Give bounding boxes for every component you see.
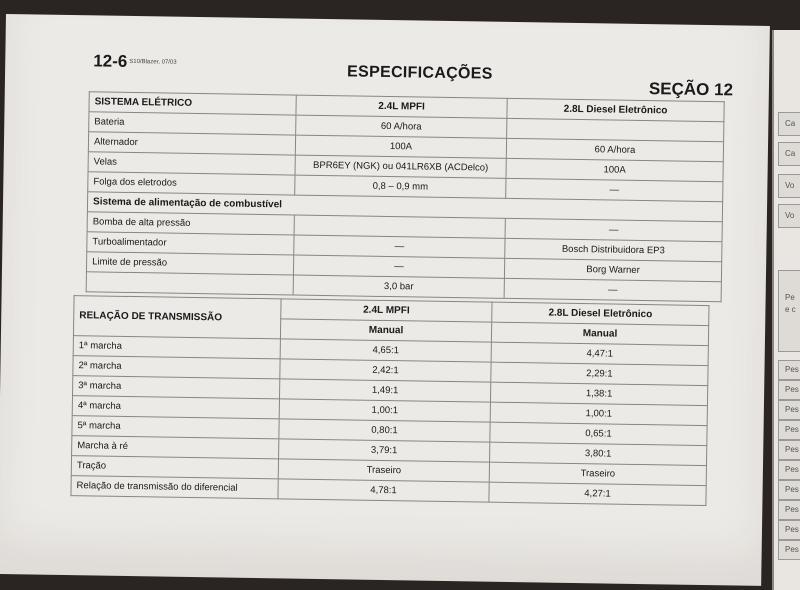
cell-value: — [504,278,721,301]
cell-value: Traseiro [489,462,706,485]
page-number: 12-6 [93,51,128,71]
adjacent-cell [778,174,800,198]
row-label: Folga dos eletrodos [88,172,295,195]
cell-value: 60 A/hora [296,115,507,138]
cell-value: Traseiro [278,459,489,482]
adjacent-text: Pes [785,465,799,474]
row-label: Tração [71,456,278,479]
col-header-24: 2.4L MPFI [296,95,507,118]
cell-value: Bosch Distribuidora EP3 [505,238,722,261]
fuel-system-heading: Sistema de alimentação de combustível [87,192,722,222]
adjacent-text: Vo [785,181,795,190]
adjacent-text: Pes [785,445,799,454]
row-label [86,272,293,295]
adjacent-text: Pes [785,485,799,494]
cell-value: — [506,178,723,201]
adjacent-text: Pes [785,365,799,374]
manual-page [0,14,770,586]
electrical-heading: SISTEMA ELÉTRICO [89,92,296,115]
cell-value: 60 A/hora [506,138,723,161]
adjacent-cell [778,380,800,400]
row-label: 4ª marcha [72,396,279,419]
adjacent-text: Pe [785,293,795,302]
doc-reference: S10/Blazer, 07/03 [129,58,177,66]
row-label: 2ª marcha [73,356,280,379]
cell-value: 100A [295,135,506,158]
cell-value: 4,47:1 [491,342,708,365]
cell-value: — [293,255,504,278]
cell-value: 4,27:1 [489,482,706,505]
cell-value: 2,29:1 [491,362,708,385]
adjacent-text: Pes [785,385,799,394]
sub-header-manual: Manual [280,319,491,342]
cell-value: BPR6EY (NGK) ou 041LR6XB (ACDelco) [295,155,506,178]
row-label: Bateria [89,112,296,135]
adjacent-text: Ca [785,119,796,128]
cell-value: 0,65:1 [490,422,707,445]
adjacent-cell [778,142,800,166]
adjacent-cell [778,440,800,460]
adjacent-text: Pes [785,425,799,434]
adjacent-cell [778,360,800,380]
adjacent-cell [778,270,800,352]
electrical-table [86,91,725,302]
cell-value: 0,8 – 0,9 mm [295,175,506,198]
adjacent-cell [778,480,800,500]
row-label: Turboalimentador [87,232,294,255]
adjacent-text: Ca [785,149,796,158]
page-title: ESPECIFICAÇÕES [346,63,493,83]
cell-value: 1,00:1 [490,402,707,425]
row-label: Marcha à ré [72,436,279,459]
col-header-24: 2.4L MPFI [281,299,492,322]
cell-value: 1,49:1 [279,379,490,402]
transmission-heading: RELAÇÃO DE TRANSMISSÃO [73,296,281,339]
row-label: Limite de pressão [86,252,293,275]
section-label: SEÇÃO 12 [648,79,734,100]
row-label: Velas [88,152,295,175]
adjacent-cell [778,204,800,228]
adjacent-text: Pes [785,505,799,514]
adjacent-cell [778,520,800,540]
cell-value: 3,79:1 [279,439,490,462]
adjacent-page-edge [772,30,800,590]
cell-value: 3,80:1 [490,442,707,465]
adjacent-cell [778,420,800,440]
adjacent-text: Vo [785,211,795,220]
cell-value: — [505,218,722,241]
adjacent-text: Pes [785,405,799,414]
col-header-28: 2.8L Diesel Eletrônico [492,302,709,325]
row-label: Bomba de alta pressão [87,212,294,235]
cell-value: 4,78:1 [278,479,489,502]
adjacent-cell [778,460,800,480]
row-label: Alternador [88,132,295,155]
cell-value: 4,65:1 [280,339,491,362]
row-label: 5ª marcha [72,416,279,439]
cell-value: 0,80:1 [279,419,490,442]
cell-value: — [294,235,505,258]
col-header-28: 2.8L Diesel Eletrônico [507,98,724,121]
adjacent-text: e c [785,305,796,314]
adjacent-text: Pes [785,545,799,554]
adjacent-cell [778,540,800,560]
row-label: 1ª marcha [73,336,280,359]
cell-value: 2,42:1 [280,359,491,382]
cell-value: 1,38:1 [490,382,707,405]
adjacent-text: Pes [785,525,799,534]
row-label: 3ª marcha [73,376,280,399]
transmission-table [70,295,709,506]
cell-value: 100A [506,158,723,181]
sub-header-manual: Manual [491,322,708,345]
adjacent-cell [778,500,800,520]
adjacent-cell [778,112,800,136]
cell-value: 1,00:1 [279,399,490,422]
row-label: Relação de transmissão do diferencial [71,476,278,499]
cell-value: Borg Warner [504,258,721,281]
adjacent-cell [778,400,800,420]
cell-value: 3,0 bar [293,275,504,298]
